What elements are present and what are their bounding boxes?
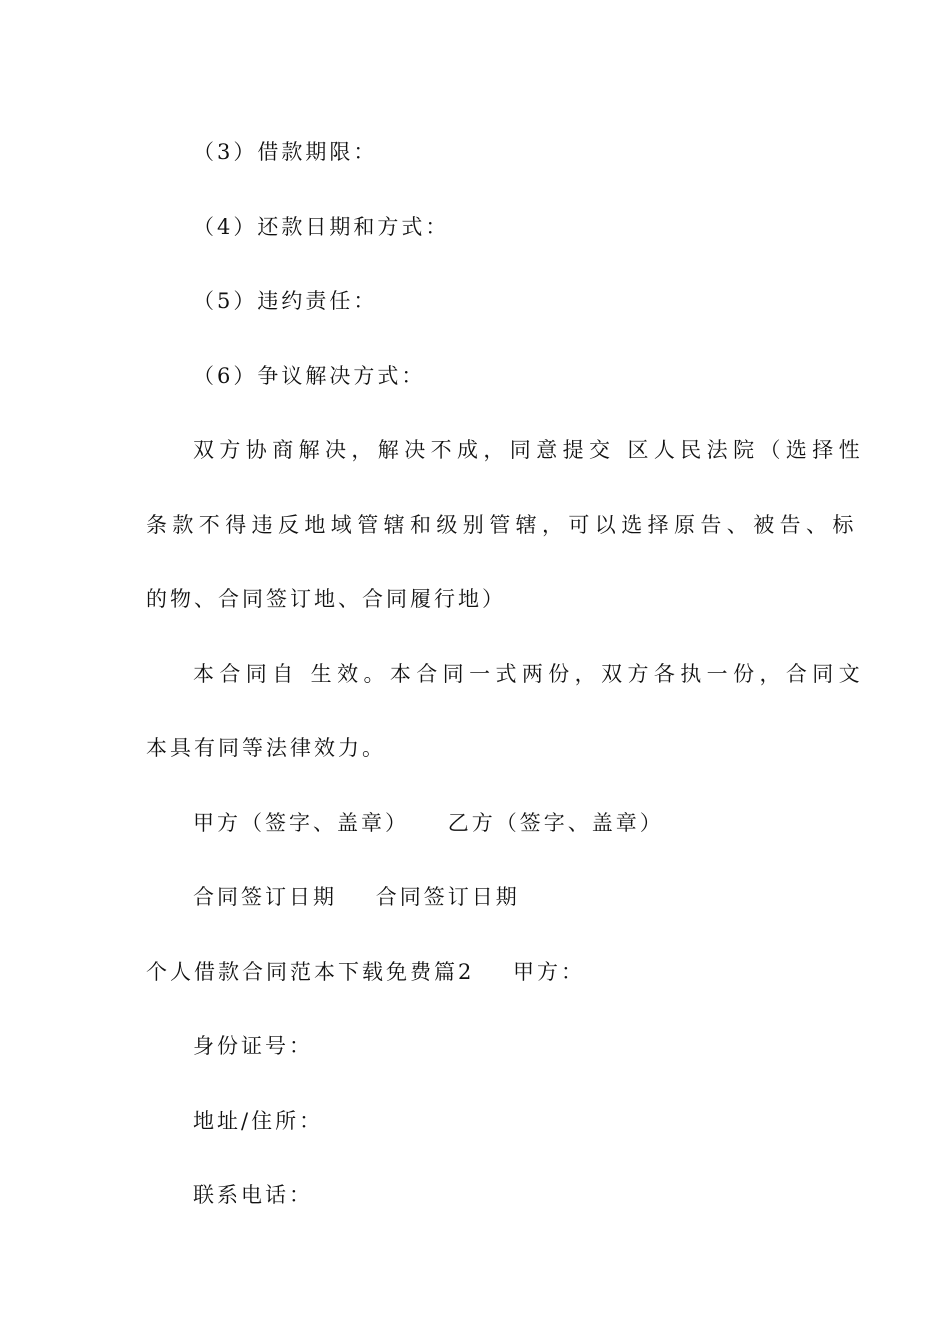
- paragraph-dispute-line-2: 条款不得违反地域管辖和级别管辖，可以选择原告、被告、标: [146, 513, 859, 537]
- clause-repayment: （4）还款日期和方式：: [193, 215, 450, 239]
- field-id-number: 身份证号：: [193, 1034, 313, 1058]
- paragraph-effect-line-1: 本合同自 生效。本合同一式两份，双方各执一份，合同文: [193, 662, 866, 686]
- signature-parties: 甲方（签字、盖章） 乙方（签字、盖章）: [193, 811, 664, 835]
- clause-dispute: （6）争议解决方式：: [193, 364, 426, 388]
- section-heading-2: 个人借款合同范本下载免费篇2 甲方：: [146, 960, 586, 984]
- paragraph-dispute-line-1: 双方协商解决，解决不成，同意提交 区人民法院（选择性: [193, 438, 866, 462]
- paragraph-effect-line-2: 本具有同等法律效力。: [146, 736, 386, 760]
- clause-breach: （5）违约责任：: [193, 289, 378, 313]
- signing-dates: 合同签订日期 合同签订日期: [193, 885, 520, 909]
- paragraph-dispute-line-3: 的物、合同签订地、合同履行地）: [146, 587, 506, 611]
- field-address: 地址/住所：: [193, 1109, 324, 1133]
- field-phone: 联系电话：: [193, 1183, 313, 1207]
- clause-loan-term: （3）借款期限：: [193, 140, 378, 164]
